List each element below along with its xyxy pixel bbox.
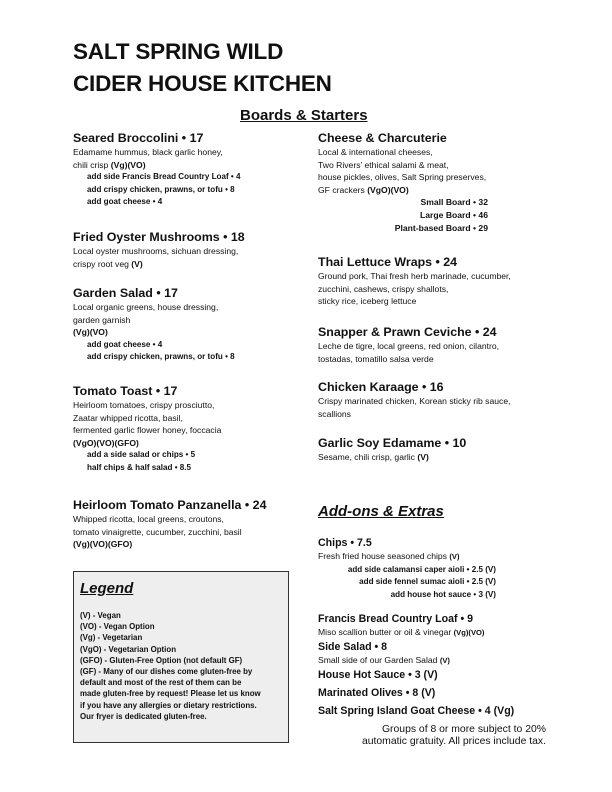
item-desc [318,654,558,668]
title-line-2: CIDER HOUSE KITCHEN [73,71,332,96]
item-desc: sticky rice, iceberg lettuce [318,296,417,307]
item-desc: Whipped ricotta, local greens, croutons, [73,514,224,524]
item-desc: Heirloom tomatoes, crispy prosciutto, [73,400,215,410]
menu-item-tomato-toast [73,383,303,475]
menu-item-ceviche [318,324,558,365]
add-on-line: add house hot sauce • 3 (V) [390,589,496,599]
desc-text: GF crackers [318,184,368,195]
boards-section-title: Boards & Starters [240,107,368,124]
item-name: Heirloom Tomato Panzanella • 24 [73,498,267,512]
addon-item-loaf [318,612,558,640]
board-size: Small Board • 32 [420,197,488,208]
diet-tags: (V) [449,552,460,561]
item-name: Garden Salad • 17 [73,286,178,300]
diet-tags: (V) [131,258,143,269]
item-desc: fermented garlic flower honey, foccacia [73,425,222,436]
add-on-line: add side calamansi caper aioli • 2.5 (V) [347,564,496,574]
item-name: Snapper & Prawn Ceviche • 24 [318,325,497,339]
menu-item-broccolini [73,130,303,209]
board-size: Large Board • 46 [420,209,488,220]
legend-line: (Vg) - Vegetarian [80,633,143,643]
footer-line-2: automatic gratuity. All prices include tax. [361,736,546,747]
item-name: Seared Broccolini • 17 [73,131,204,145]
item-desc [73,159,303,172]
menu-item-edamame [318,435,558,464]
item-desc: Crispy marinated chicken, Korean sticky rib sauce, [318,396,511,406]
diet-tags: (V) [417,452,429,462]
menu-item-karaage [318,379,558,420]
add-on-line: add crispy chicken, prawns, or tofu • 8 [87,352,235,362]
diet-tags: (Vg)(VO) [453,628,485,637]
item-desc [73,258,303,271]
legend-line: Our fryer is dedicated gluten-free. [80,711,207,721]
legend-line: (V) - Vegan [80,611,121,620]
restaurant-title [73,36,332,100]
diet-tags: (Vg)(VO)(GFO) [73,539,133,550]
item-desc: Zaatar whipped ricotta, basil, [73,412,183,423]
title-line-1: SALT SPRING WILD [73,39,284,64]
menu-item-garden-salad [73,285,303,364]
desc-text: Sesame, chili crisp, garlic [318,452,418,462]
item-desc: Leche de tigre, local greens, red onion, cilantro, [318,341,500,351]
menu-item-cheese-charcuterie [318,130,548,234]
item-name: Thai Lettuce Wraps • 24 [318,255,458,269]
item-name: Garlic Soy Edamame • 10 [318,436,467,450]
legend-line: made gluten-free by request! Please let us know [80,689,261,699]
legend-line: (GFO) - Gluten-Free Option (not default GF) [80,655,243,665]
item-desc: Local organic greens, house dressing, [73,302,219,312]
item-desc [318,626,558,640]
addon-item-goat-cheese: Salt Spring Island Goat Cheese • 4 (Vg) [318,705,515,717]
diet-tags: (Vg)(VO) [73,327,108,338]
item-desc: house pickles, olives, Salt Spring preserves, [318,172,487,183]
add-on-line: add crispy chicken, prawns, or tofu • 8 [87,184,235,194]
item-desc [318,451,558,464]
diet-tags: (VgO)(VO)(GFO) [73,437,139,448]
addon-item-side-salad [318,640,558,668]
add-on-line: add side Francis Bread Country Loaf • 4 [87,172,241,182]
item-desc: Ground pork, Thai fresh herb marinade, cucumber, [318,271,511,281]
addon-item-olives: Marinated Olives • 8 (V) [318,687,436,699]
item-desc: Two Rivers’ ethical salami & meat, [318,159,449,170]
item-name: Side Salad • 8 [318,641,388,653]
add-on-line: add side fennel sumac aioli • 2.5 (V) [359,577,496,587]
gratuity-note [328,724,546,748]
desc-text: crispy root veg [73,258,132,269]
legend-line: default and most of the rest of them can be [80,678,242,688]
legend-line: (VgO) - Vegetarian Option [80,644,177,654]
desc-text: Miso scallion butter or oil & vinegar [318,627,454,637]
item-name: Chips • 7.5 [318,537,372,549]
addon-item-hot-sauce: House Hot Sauce • 3 (V) [318,669,438,681]
item-desc: Local & international cheeses, [318,147,433,157]
desc-text: Small side of our Garden Salad [318,655,440,665]
item-desc: zucchini, cashews, crispy shallots, [318,283,449,294]
diet-tags: (Vg)(VO) [110,159,146,170]
item-desc: Local oyster mushrooms, sichuan dressing, [73,246,239,256]
addons-section-title: Add-ons & Extras [318,503,444,520]
board-size: Plant-based Board • 29 [394,222,488,233]
menu-item-panzanella [73,497,303,551]
item-name: Chicken Karaage • 16 [318,380,444,394]
item-name: Fried Oyster Mushrooms • 18 [73,230,245,244]
add-on-line: half chips & half salad • 8.5 [87,462,192,472]
item-desc: scallions [318,408,351,419]
legend-box [73,571,289,743]
item-desc: tomato vinaigrette, cucumber, zucchini, basil [73,526,242,537]
diet-tags: (V) [439,656,450,665]
footer-line-1: Groups of 8 or more subject to 20% [381,724,546,735]
item-desc: Edamame hummus, black garlic honey, [73,147,223,157]
item-name: Cheese & Charcuterie [318,131,447,145]
item-desc [318,184,548,197]
add-on-line: add goat cheese • 4 [87,339,163,349]
menu-item-mushrooms [73,229,303,270]
diet-tags: (VgO)(VO) [367,184,409,195]
legend-line: (VO) - Vegan Option [80,622,155,632]
item-desc: garden garnish [73,314,131,325]
legend-line: if you have any allergies or dietary restrictions. [80,700,257,710]
desc-text: Fresh fried house seasoned chips [318,551,450,561]
add-on-line: add goat cheese • 4 [87,197,163,207]
add-on-line: add a side salad or chips • 5 [87,450,196,460]
item-desc: tostadas, tomatillo salsa verde [318,353,434,364]
legend-line: (GF) - Many of our dishes come gluten-free by [80,667,253,677]
legend-title: Legend [80,580,134,597]
item-desc [318,550,558,564]
addon-item-chips [318,536,558,601]
menu-item-thai-wraps [318,254,558,308]
item-name: Francis Bread Country Loaf • 9 [318,613,473,625]
desc-text: chili crisp [73,159,111,170]
item-name: Tomato Toast • 17 [73,384,178,398]
